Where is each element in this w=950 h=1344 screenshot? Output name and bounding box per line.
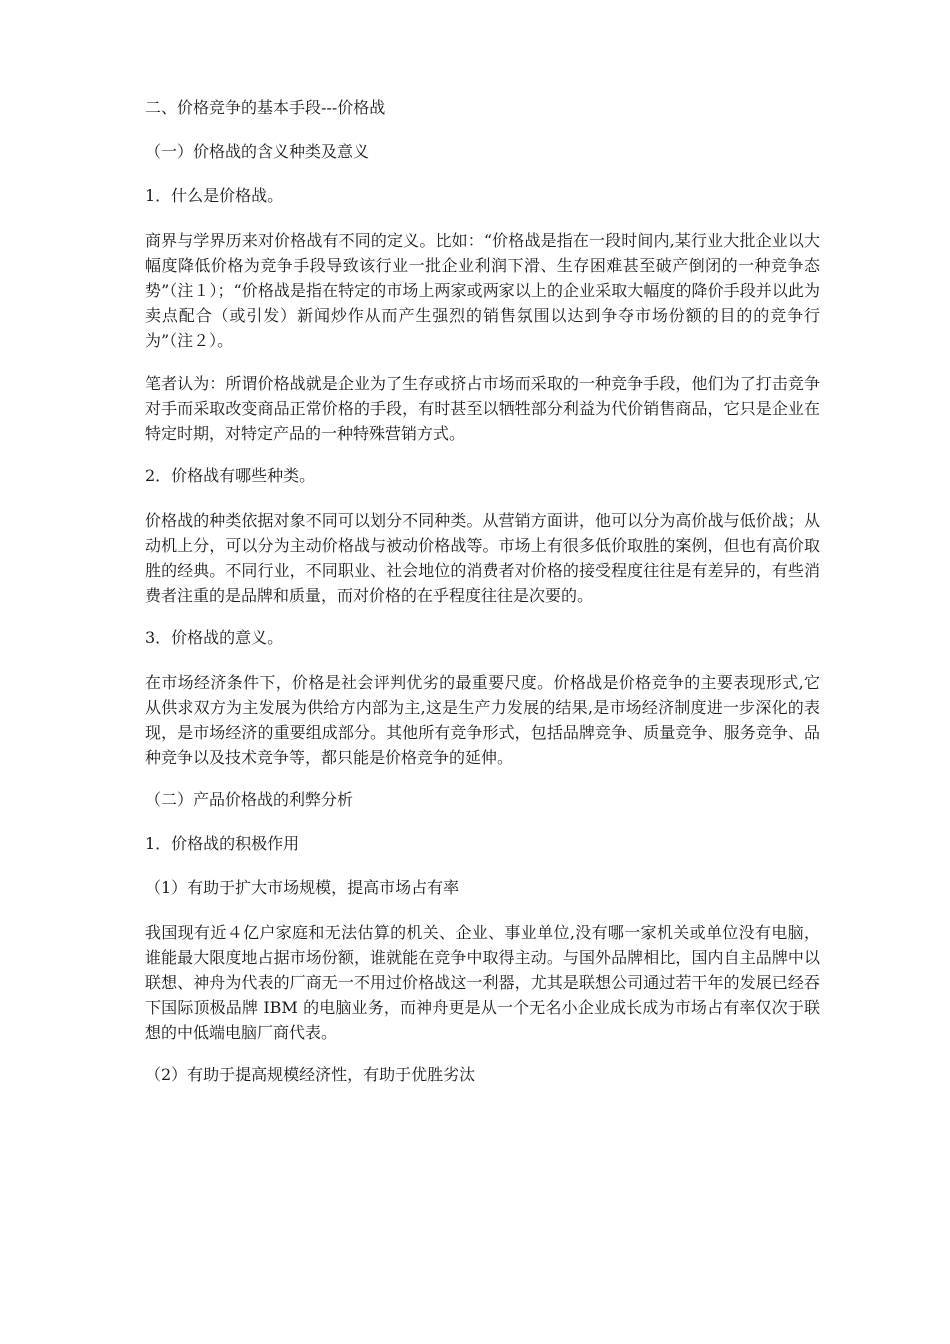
paragraph: 在市场经济条件下，价格是社会评判优劣的最重要尺度。价格战是价格竞争的主要表现形式,它从供求双方为主发展为供给方内部为主,这是生产力发展的结果,是市场经济制度进一步深化的表现，是市场经济的重要组成部分。其他所有竞争形式，包括品牌竞争、质量竞争、服务竞争、品种竞争以及技术竞争等，都只能是价格竞争的延伸。 [145, 673, 820, 767]
paragraph: 商界与学界历来对价格战有不同的定义。比如：“价格战是指在一段时间内,某行业大批企业以大幅度降低价格为竞争手段导致该行业一批企业利润下滑、生存困难甚至破产倒闭的一种竞争态势”（注１）；“价格战是指在特定的市场上两家或两家以上的企业采取大幅度的降价手段并以此为卖点配合（或引发）新闻炒作从而产生强烈的销售氛围以达到争夺市场份额的目的的竞争行为”（注２）。 [145, 231, 820, 350]
item-heading: 3．价格战的意义。 [145, 628, 284, 647]
section-heading: （一）价格战的含义种类及意义 [145, 142, 370, 161]
document-title: 二、价格竞争的基本手段---价格战 [145, 98, 386, 117]
document-body [145, 96, 820, 1107]
section-heading: （二）产品价格战的利弊分析 [145, 790, 354, 809]
item-heading: 2．价格战有哪些种类。 [145, 466, 316, 485]
item-heading: 1．什么是价格战。 [145, 186, 284, 205]
subsection-heading: 1．价格战的积极作用 [145, 834, 300, 853]
paragraph: 价格战的种类依据对象不同可以划分不同种类。从营销方面讲，他可以分为高价战与低价战；从动机上分，可以分为主动价格战与被动价格战等。市场上有很多低价取胜的案例，但也有高价取胜的经典。不同行业，不同职业、社会地位的消费者对价格的接受程度往往是有差异的，有些消费者注重的是品牌和质量，而对价格的在乎程度往往是次要的。 [145, 511, 820, 605]
paragraph: 我国现有近４亿户家庭和无法估算的机关、企业、事业单位,没有哪一家机关或单位没有电脑，谁能最大限度地占据市场份额，谁就能在竞争中取得主动。与国外品牌相比，国内自主品牌中以联想、神舟为代表的厂商无一不用过价格战这一利器，尤其是联想公司通过若干年的发展已经吞下国际顶极品牌 IBM 的电脑业务，而神舟更是从一个无名小企业成长成为市场占有率仅次于联想的中低端电脑厂商代表。 [145, 923, 820, 1042]
paragraph: 笔者认为：所谓价格战就是企业为了生存或挤占市场而采取的一种竞争手段，他们为了打击竞争对手而采取改变商品正常价格的手段，有时甚至以牺牲部分利益为代价销售商品，它只是企业在特定时期，对特定产品的一种特殊营销方式。 [145, 374, 820, 443]
subsection-heading: （2）有助于提高规模经济性，有助于优胜劣汰 [145, 1065, 476, 1084]
subsection-heading: （1）有助于扩大市场规模，提高市场占有率 [145, 878, 460, 897]
